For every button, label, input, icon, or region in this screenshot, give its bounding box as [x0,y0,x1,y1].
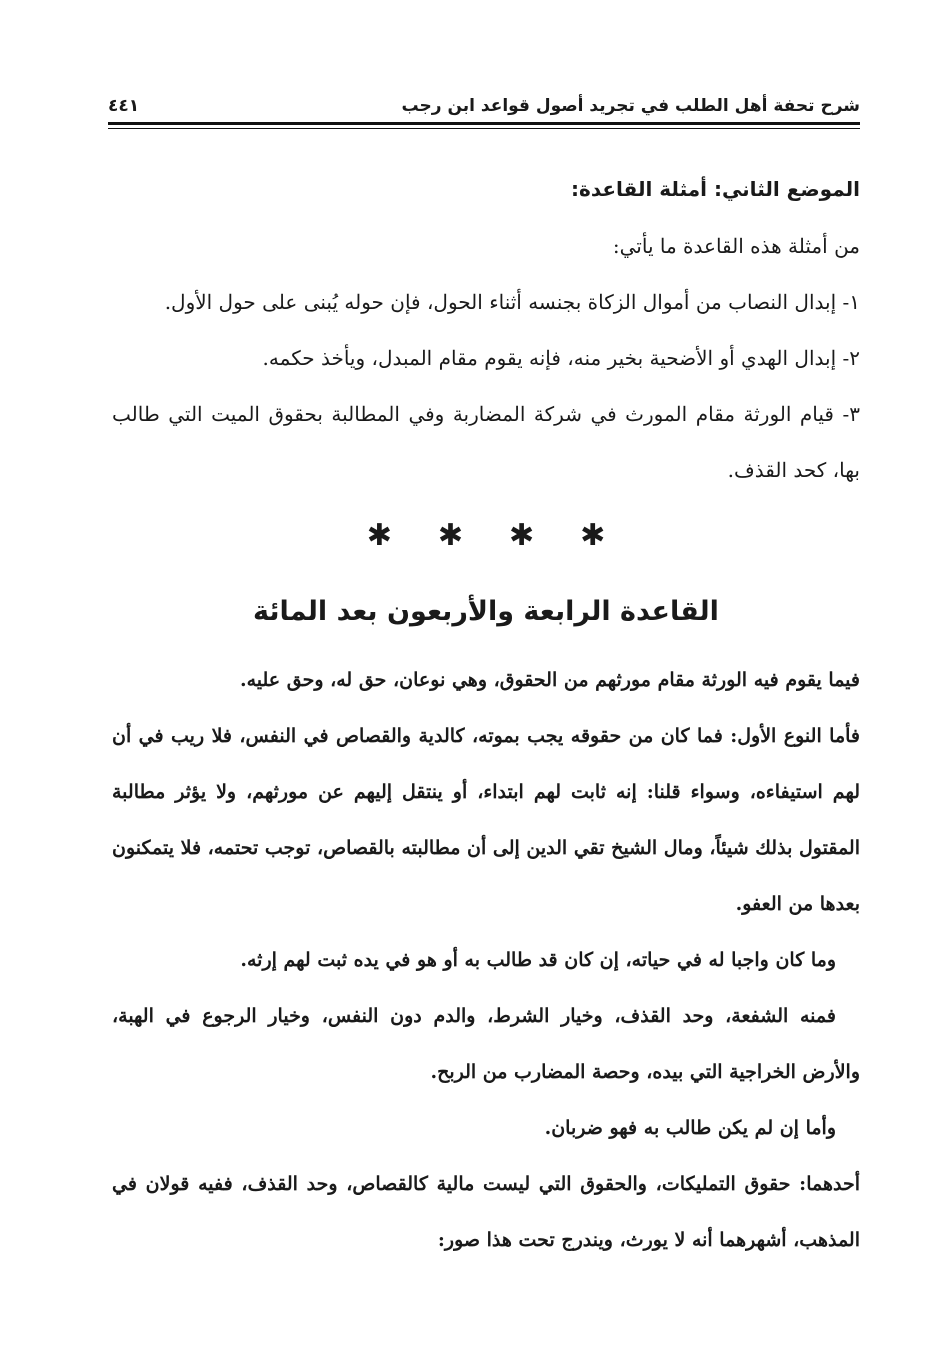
page-body [112,160,860,1268]
separator-star: ✱ [580,517,606,553]
example-1: ١- إبدال النصاب من أموال الزكاة بجنسه أثناء الحول، فإن حوله يُبنى على حول الأول. [164,290,860,314]
page-number: ٤٤١ [108,96,140,116]
rule-paragraph: فيما يقوم فيه الورثة مقام مورثهم من الحقوق، وهي نوعان، حق له، وحق عليه. [239,669,860,691]
example-3: ٣- قيام الورثة مقام المورث في شركة المضاربة وفي المطالبة بحقوق الميت التي طالب بها، كحد القذف. [112,402,860,482]
rule-paragraph: فمنه الشفعة، وحد القذف، وخيار الشرط، والدم دون النفس، وخيار الرجوع في الهبة، والأرض الخراجية التي بيده، وحصة المضارب من الربح. [112,1005,860,1083]
separator-star: ✱ [366,517,392,553]
separator-star: ✱ [437,517,463,553]
header-rule-thick [108,122,860,125]
separator-star: ✱ [509,517,535,553]
rule-paragraph: فأما النوع الأول: فما كان من حقوقه يجب بموته، كالدية والقصاص في النفس، فلا ريب في أن لهم استيفاءه، وسواء قلنا: إنه ثابت لهم ابتداء، أو ينتقل إليهم عن مورثهم، ولا يؤثر مطالبة المقتول بذلك شيئاً، ومال الشيخ تقي الدين إلى أن مطالبته بالقصاص، توجب تحتمه، فلا يتمكنون بعدها من العفو. [112,725,860,915]
book-title: شرح تحفة أهل الطلب في تجريد أصول قواعد ابن رجب [401,96,860,116]
example-2: ٢- إبدال الهدي أو الأضحية بخير منه، فإنه يقوم مقام المبدل، ويأخذ حكمه. [262,346,860,370]
section-intro: من أمثلة هذه القاعدة ما يأتي: [612,234,860,258]
running-header [108,88,860,116]
rule-paragraph: وأما إن لم يكن طالب به فهو ضربان. [544,1117,836,1139]
section-heading: الموضع الثاني: أمثلة القاعدة: [571,177,860,201]
rule-paragraph: أحدهما: حقوق التمليكات، والحقوق التي ليست مالية كالقصاص، وحد القذف، ففيه قولان في المذهب، أشهرهما أنه لا يورث، ويندرج تحت هذا صور: [112,1173,860,1251]
header-rule-thin [108,128,860,129]
rule-paragraph: وما كان واجبا له في حياته، إن كان قد طالب به أو هو في يده ثبت لهم إرثه. [240,949,836,971]
section-separator [112,498,860,572]
rule-title: القاعدة الرابعة والأربعون بعد المائة [253,596,719,627]
